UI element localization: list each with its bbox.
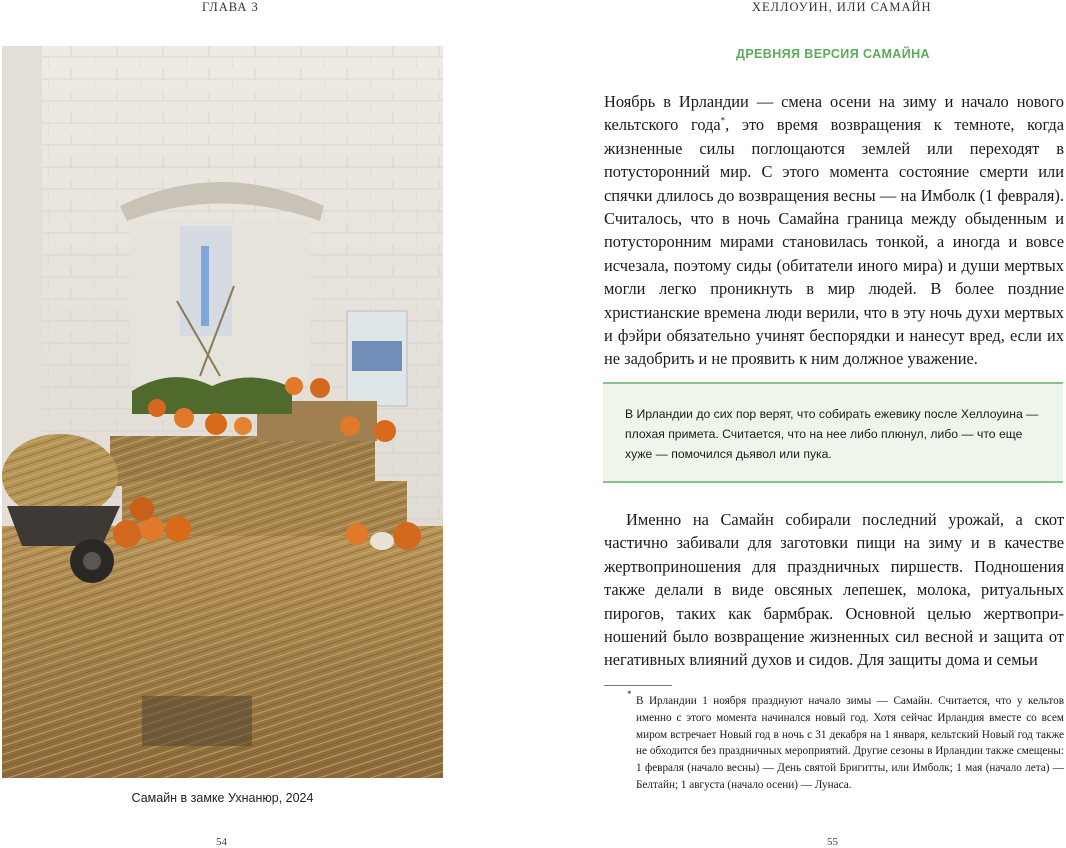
- running-head-left: ГЛАВА 3: [202, 0, 259, 14]
- body-paragraph-1: [604, 90, 1064, 371]
- running-head-right: ХЕЛЛОУИН, ИЛИ САМАЙН: [752, 0, 932, 14]
- page-number-left: 54: [216, 836, 227, 848]
- body-paragraph-2: Именно на Самайн собирали последний урожай, а скот частично забивали для заготовки пищи на зиму и в качестве жертвоприношения для праздничных пиршеств. Подношения также делали в виде овсяных лепешек, молока, ритуальных пирогов, таких как бармбрак. Основной целью жертвоприношений было возвращение жизненных сил весной и защита от негативных влияний духов и сидов. Для защиты дома и семьи: [604, 510, 1064, 670]
- page-number-right: 55: [827, 836, 838, 848]
- footnote-mark: *: [627, 689, 632, 699]
- para1-text-b: , это время возвращения к темноте, когда жизненные силы поглощаются землей или переходят в потусторонний мир. С этого момента состояние смерти или спячки длилось до возвращения весны — на Имболк (1 февраля). Считалось, что в ночь Самайна граница между обыденным и потусторонним мирами становилась тонкой, а иногда и вовсе исчезала, поэтому сиды (обитатели иного мира) и души мертвых могли легко проникнуть в мир людей. В более поздние христианские времена люди верили, что в эту ночь духи мертвых и фэйри обязательно учинят беспорядки и нанесут вред, если их не задобрить и не проявить к ним должное уважение.: [604, 115, 1064, 369]
- footnote: В Ирландии 1 ноября празднуют начало зимы — Самайн. Считается, что у кельтов именно с этого момента начинался новый год. Хотя сейчас Ирландия вместе со всем миром встречает Новый год в ночь с 31 декабря на 1 января, кельтский Новый год также не обходится без праздничных мероприятий. Другие сезоны в Ирландии также смещены: 1 февраля (начало весны) — День святой Бригитты, или Имболк; 1 мая (начало лета) — Белтайн; 1 августа (начало осени) — Лунаса.: [636, 695, 1064, 791]
- para1-text-a: Ноябрь в Ирландии — смена осени на зиму и начало нового кельтского года: [604, 92, 1064, 135]
- photo-caption: Самайн в замке Ухнанюр, 2024: [131, 791, 314, 805]
- callout-text: В Ирландии до сих пор верят, что собирать ежевику после Хеллоуина — плохая примета. Считается, что на нее либо плюнул, либо — что еще хуже — помочился дьявол или пука.: [625, 407, 1039, 461]
- footnote-ref: *: [720, 115, 726, 126]
- castle-samhain-photo: [2, 46, 443, 778]
- section-heading: ДРЕВНЯЯ ВЕРСИЯ САМАЙНА: [736, 47, 930, 61]
- footnote-rule: [604, 685, 672, 686]
- callout-box: [603, 382, 1063, 483]
